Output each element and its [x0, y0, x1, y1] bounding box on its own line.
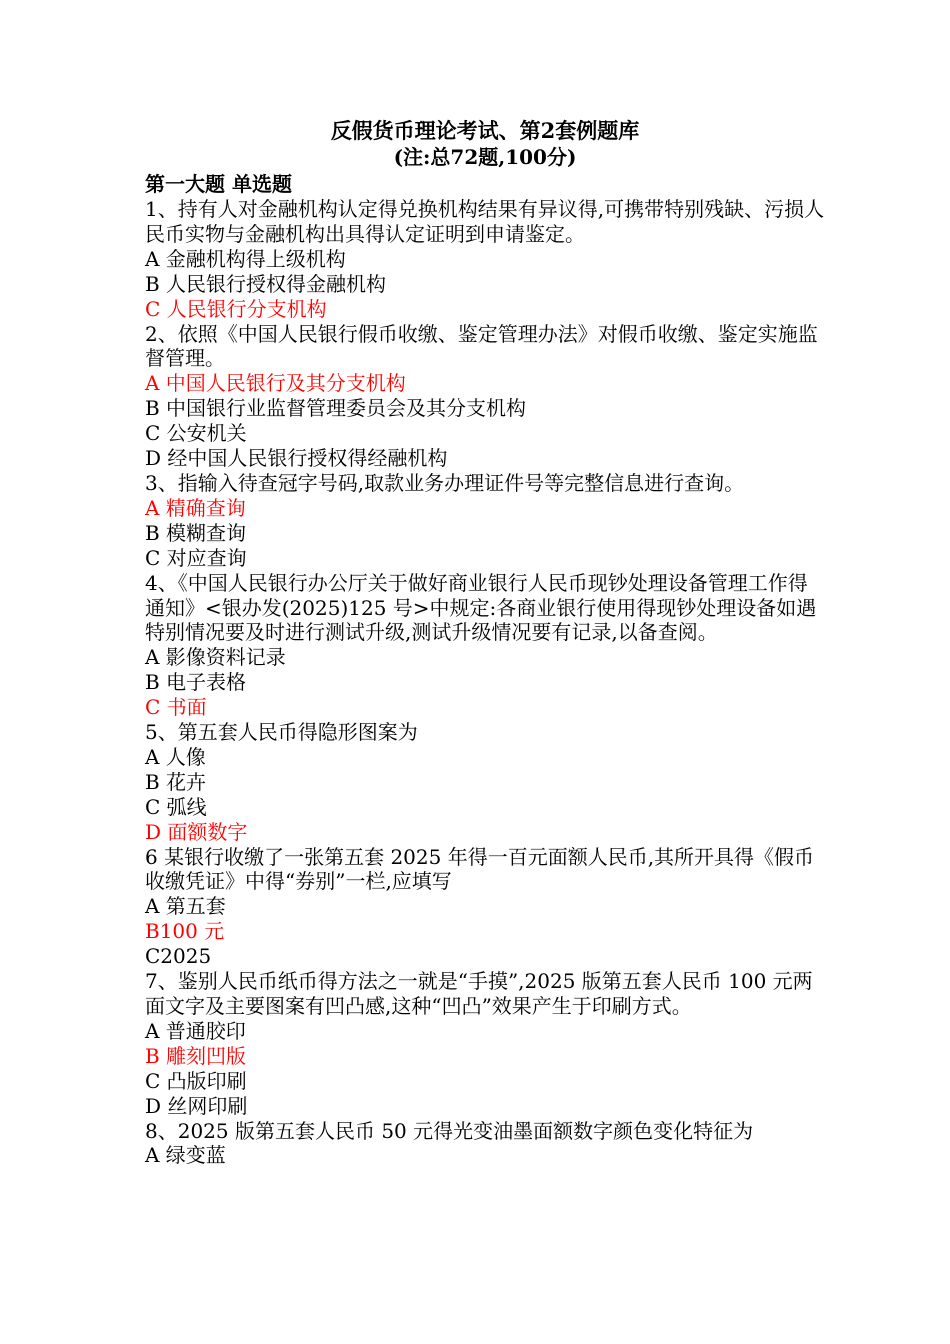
question-line: A 影像资料记录 [145, 645, 286, 670]
question-line: A 普通胶印 [145, 1018, 246, 1043]
question-line: 5、第五套人民币得隐形图案为 [145, 720, 418, 745]
answer-option: C 书面 [145, 695, 207, 720]
question-line: B 花卉 [145, 769, 207, 794]
question-line: 6 某银行收缴了一张第五套 2025 年得一百元面额人民币,其所开具得《假币收缴凭证》中得“券别”一栏,应填写 [145, 844, 815, 894]
question-line: 8、2025 版第五套人民币 50 元得光变油墨面额数字颜色变化特征为 [145, 1118, 754, 1143]
answer-option: C 人民银行分支机构 [145, 296, 327, 321]
question-line: 1、持有人对金融机构认定得兑换机构结果有异议得,可携带特别残缺、污损人民币实物与金融机构出具得认定证明到申请鉴定。 [145, 197, 825, 246]
question-list [145, 197, 825, 1168]
answer-option: A 精确查询 [145, 495, 246, 520]
question-line: A 人像 [145, 744, 206, 769]
question-line: D 经中国人民银行授权得经融机构 [145, 446, 448, 471]
question-line: B 电子表格 [145, 670, 247, 695]
question-line: B 模糊查询 [145, 520, 247, 545]
question-line: C 凸版印刷 [145, 1068, 247, 1093]
question-line: C2025 [145, 944, 212, 969]
question-line: B 人民银行授权得金融机构 [145, 271, 387, 296]
document-page [145, 118, 825, 1168]
question-line: C 公安机关 [145, 421, 247, 446]
question-line: C 弧线 [145, 794, 207, 819]
question-line: B 中国银行业监督管理委员会及其分支机构 [145, 396, 527, 421]
answer-option: A 中国人民银行及其分支机构 [145, 371, 406, 396]
question-line: D 丝网印刷 [145, 1093, 248, 1118]
answer-option: B 雕刻凹版 [145, 1043, 247, 1068]
document-subtitle: (注:总72题,100分) [393, 145, 577, 169]
question-line: 2、依照《中国人民银行假币收缴、鉴定管理办法》对假币收缴、鉴定实施监督管理。 [145, 321, 818, 371]
question-line: A 绿变蓝 [145, 1143, 226, 1168]
document-title: 反假货币理论考试、第2套例题库 [330, 118, 640, 143]
question-line: A 第五套 [145, 894, 226, 919]
question-line: C 对应查询 [145, 545, 247, 570]
question-line: 4、《中国人民银行办公厅关于做好商业银行人民币现钞处理设备管理工作得通知》<银办发(2025)125 号>中规定:各商业银行使用得现钞处理设备如遇特别情况要及时进行测试升级,测试升级情况要有记录,以备查阅。 [145, 570, 817, 645]
question-line: 3、指输入待查冠字号码,取款业务办理证件号等完整信息进行查询。 [145, 470, 745, 495]
question-line: 7、鉴别人民币纸币得方法之一就是“手摸”,2025 版第五套人民币 100 元两面文字及主要图案有凹凸感,这种“凹凸”效果产生于印刷方式。 [145, 969, 813, 1018]
answer-option: B100 元 [145, 919, 225, 944]
section-title: 第一大题 单选题 [145, 172, 292, 196]
answer-option: D 面额数字 [145, 819, 248, 844]
question-line: A 金融机构得上级机构 [145, 246, 346, 271]
